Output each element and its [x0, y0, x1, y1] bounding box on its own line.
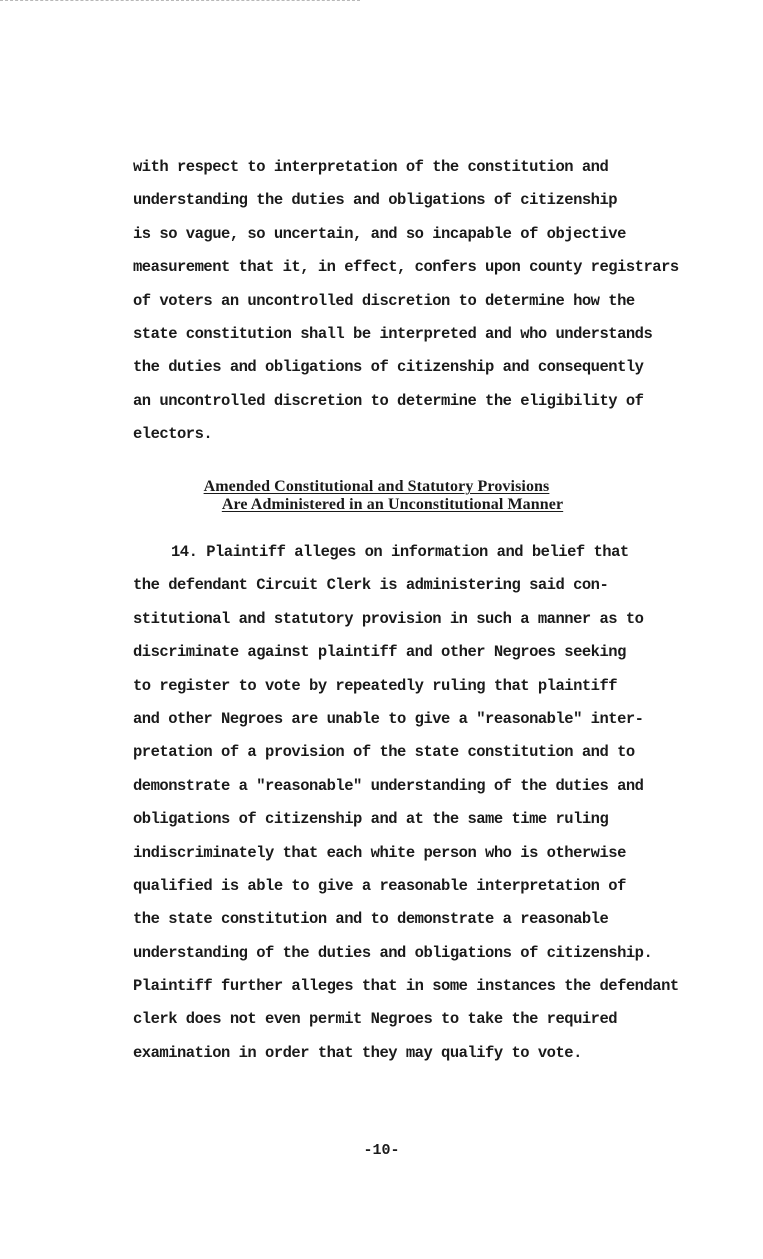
text-line: is so vague, so uncertain, and so incapable of objective — [133, 224, 626, 243]
text-line: to register to vote by repeatedly ruling that plaintiff — [133, 676, 618, 695]
paragraph-14 — [133, 536, 733, 1070]
top-dashed-rule — [0, 0, 360, 1]
text-line: clerk does not even permit Negroes to take the required — [133, 1010, 618, 1029]
text-line: the defendant Circuit Clerk is administering said con- — [133, 576, 609, 595]
text-line: pretation of a provision of the state constitution and to — [133, 743, 635, 762]
text-line: stitutional and statutory provision in such a manner as to — [133, 609, 644, 628]
text-line: an uncontrolled discretion to determine the eligibility of — [133, 391, 644, 410]
text-line: 14. Plaintiff alleges on information and belief that — [171, 543, 629, 561]
text-line: measurement that it, in effect, confers upon county registrars — [133, 258, 679, 277]
text-line: electors. — [133, 425, 213, 444]
text-line: understanding of the duties and obligations of citizenship. — [133, 943, 653, 962]
page-number: -10- — [363, 1142, 400, 1159]
heading-line-1: Amended Constitutional and Statutory Provisions — [203, 478, 550, 495]
text-line: examination in order that they may qualify to vote. — [133, 1043, 582, 1062]
heading-line-2: Are Administered in an Unconstitutional Manner — [221, 496, 564, 513]
text-line: the state constitution and to demonstrate a reasonable — [133, 910, 609, 929]
text-line: understanding the duties and obligations of citizenship — [133, 191, 618, 210]
text-line: Plaintiff further alleges that in some instances the defendant — [133, 977, 679, 996]
text-line: indiscriminately that each white person who is otherwise — [133, 843, 626, 862]
text-line: the duties and obligations of citizenship and consequently — [133, 358, 644, 377]
text-line: state constitution shall be interpreted and who understands — [133, 324, 653, 343]
paragraph-continued — [133, 151, 733, 452]
section-heading — [0, 478, 763, 514]
text-line: obligations of citizenship and at the same time ruling — [133, 810, 609, 829]
text-line: qualified is able to give a reasonable interpretation of — [133, 876, 626, 895]
text-line: of voters an uncontrolled discretion to determine how the — [133, 291, 635, 310]
text-line: with respect to interpretation of the constitution and — [133, 158, 609, 176]
text-line: and other Negroes are unable to give a "reasonable" inter- — [133, 709, 644, 728]
text-line: discriminate against plaintiff and other Negroes seeking — [133, 643, 626, 662]
text-line: demonstrate a "reasonable" understanding of the duties and — [133, 776, 644, 795]
